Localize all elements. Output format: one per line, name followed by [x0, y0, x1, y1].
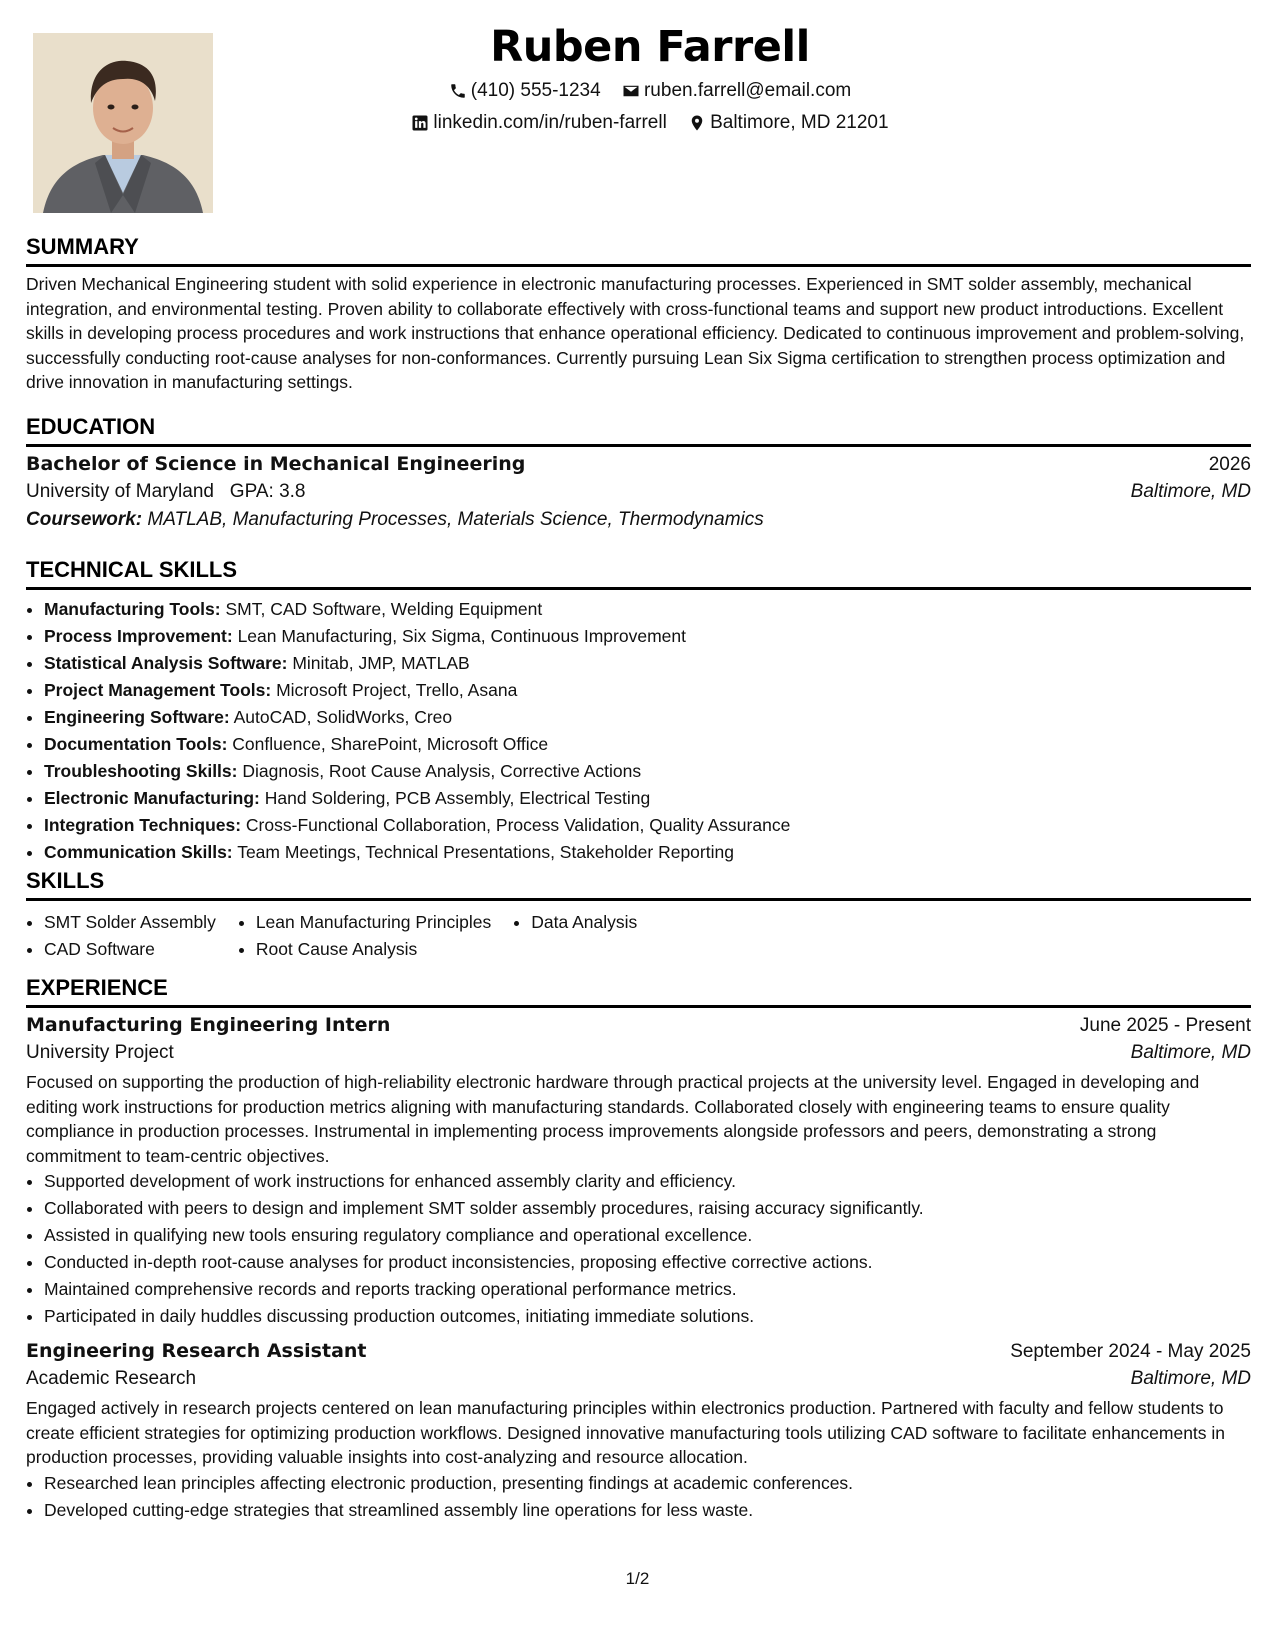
gpa: GPA: 3.8 [229, 481, 306, 502]
linkedin-contact[interactable] [411, 112, 666, 134]
skill-value: AutoCAD, SolidWorks, Creo [233, 707, 453, 727]
job-entry [26, 1340, 1251, 1524]
portrait-image [33, 33, 213, 213]
skill-value: Team Meetings, Technical Presentations, Stakeholder Reporting [237, 842, 734, 862]
job-description: Focused on supporting the production of high-reliability electronic hardware through practical projects at the university level. Engaged in developing and editing work instructions for production metrics aligning with manufacturing standards. Collaborated closely with engineering teams to ensure quality compliance in production processes. Instrumental in implementing process improvements alongside professors and peers, demonstrating a strong commitment to team-centric objectives. [26, 1072, 1200, 1166]
job-bullet: • Supported development of work instructions for enhanced assembly clarity and efficiency. [44, 1168, 1251, 1195]
email-text: ruben.farrell@email.com [643, 80, 852, 101]
technical-skills-title: TECHNICAL SKILLS [26, 556, 1251, 590]
skill-value: SMT, CAD Software, Welding Equipment [225, 599, 543, 619]
education-section [26, 413, 1251, 531]
job-bullet: • Conducted in-depth root-cause analyses for product inconsistencies, proposing effective corrective actions. [44, 1249, 1251, 1276]
skills-grid [26, 909, 1251, 963]
skill-label: Project Management Tools: [44, 680, 272, 700]
skill-label: Troubleshooting Skills: [44, 761, 238, 781]
job-dates: September 2024 - May 2025 [1010, 1341, 1251, 1362]
page-number: 1/2 [625, 1569, 650, 1588]
skill-label: Process Improvement: [44, 626, 233, 646]
skill-label: Integration Techniques: [44, 815, 242, 835]
skill-value: Lean Manufacturing, Six Sigma, Continuous Improvement [237, 626, 686, 646]
job-dates: June 2025 - Present [1079, 1015, 1251, 1036]
email-contact[interactable] [622, 80, 851, 102]
job-bullet: • Collaborated with peers to design and implement SMT solder assembly procedures, raising accuracy significantly. [44, 1195, 1251, 1222]
skill-value: Hand Soldering, PCB Assembly, Electrical Testing [264, 788, 651, 808]
skills-column-2 [238, 909, 491, 963]
skill-value: Minitab, JMP, MATLAB [292, 653, 470, 673]
technical-skill-item [44, 677, 1251, 704]
experience-title: EXPERIENCE [26, 974, 1251, 1008]
job-bullet: • Assisted in qualifying new tools ensuring regulatory compliance and operational excellence. [44, 1222, 1251, 1249]
school-info [26, 481, 305, 503]
skill-label: Engineering Software: [44, 707, 230, 727]
job-bullet: • Maintained comprehensive records and reports tracking operational performance metrics. [44, 1276, 1251, 1303]
job-org-row [26, 1042, 1251, 1064]
technical-skill-item [44, 785, 1251, 812]
profile-photo [33, 33, 213, 213]
location-contact [688, 112, 888, 134]
location-text: Baltimore, MD 21201 [710, 112, 889, 133]
job-bullet: • Participated in daily huddles discussing production outcomes, initiating immediate solutions. [44, 1303, 1251, 1330]
job-org: Academic Research [26, 1368, 197, 1389]
job-org-row [26, 1368, 1251, 1390]
technical-skill-item [44, 758, 1251, 785]
skill-item: • SMT Solder Assembly [44, 909, 216, 936]
education-title: EDUCATION [26, 413, 1251, 447]
contact-line-1 [260, 80, 1040, 106]
technical-skill-item [44, 839, 1251, 866]
skill-item: • Lean Manufacturing Principles [256, 909, 491, 936]
degree-year: 2026 [1208, 454, 1251, 475]
technical-skills-section [26, 556, 1251, 866]
linkedin-icon [411, 114, 429, 132]
coursework-text: MATLAB, Manufacturing Processes, Materials Science, Thermodynamics [147, 509, 764, 530]
skills-title: SKILLS [26, 867, 1251, 901]
coursework-line [26, 509, 1251, 531]
job-org: University Project [26, 1042, 174, 1063]
job-bullets [26, 1168, 1251, 1330]
candidate-name: Ruben Farrell [490, 22, 810, 72]
skill-value: Cross-Functional Collaboration, Process Validation, Quality Assurance [245, 815, 791, 835]
skills-column-3 [513, 909, 637, 963]
job-location: Baltimore, MD [1130, 1042, 1251, 1063]
job-header-row [26, 1014, 1251, 1037]
job-bullet: • Developed cutting-edge strategies that streamlined assembly line operations for less waste. [44, 1497, 1251, 1524]
education-school-row [26, 481, 1251, 503]
job-entry [26, 1014, 1251, 1330]
job-role: Manufacturing Engineering Intern [26, 1014, 391, 1036]
summary-section [26, 233, 1251, 395]
envelope-icon [622, 82, 640, 100]
skill-value: Confluence, SharePoint, Microsoft Office [232, 734, 549, 754]
technical-skill-item [44, 812, 1251, 839]
skill-label: Documentation Tools: [44, 734, 228, 754]
technical-skills-list [26, 596, 1251, 866]
experience-section [26, 974, 1251, 1524]
summary-title: SUMMARY [26, 233, 1251, 267]
education-degree-row [26, 453, 1251, 476]
phone-text: (410) 555-1234 [470, 80, 601, 101]
technical-skill-item [44, 623, 1251, 650]
skill-label: Manufacturing Tools: [44, 599, 221, 619]
skills-section [26, 867, 1251, 963]
skill-label: Statistical Analysis Software: [44, 653, 288, 673]
technical-skill-item [44, 650, 1251, 677]
coursework-label: Coursework: [26, 509, 143, 530]
technical-skill-item [44, 731, 1251, 758]
summary-text: Driven Mechanical Engineering student with solid experience in electronic manufacturing processes. Experienced in SMT solder assembly, mechanical integration, and environmental testing. Proven ability to collaborate effectively with cross-functional teams and support new product introductions. Excellent skills in developing process procedures and work instructions that enhance operational efficiency. Dedicated to continuous improvement and problem-solving, successfully conducting root-cause analyses for non-conformances. Currently pursuing Lean Six Sigma certification to strengthen process optimization and drive innovation in manufacturing settings. [26, 274, 1245, 392]
skill-value: Microsoft Project, Trello, Asana [276, 680, 518, 700]
job-bullets [26, 1470, 1251, 1524]
skill-item: • CAD Software [44, 936, 216, 963]
technical-skill-item [44, 704, 1251, 731]
job-header-row [26, 1340, 1251, 1363]
school-location: Baltimore, MD [1130, 481, 1251, 502]
school-name: University of Maryland [26, 481, 214, 502]
job-bullet: • Researched lean principles affecting electronic production, presenting findings at academic conferences. [44, 1470, 1251, 1497]
phone-contact[interactable] [449, 80, 601, 102]
contact-line-2 [260, 112, 1040, 138]
linkedin-text: linkedin.com/in/ruben-farrell [433, 112, 667, 133]
degree-name: Bachelor of Science in Mechanical Engineering [26, 453, 526, 475]
skill-label: Communication Skills: [44, 842, 233, 862]
phone-icon [449, 82, 467, 100]
skill-value: Diagnosis, Root Cause Analysis, Corrective Actions [242, 761, 642, 781]
job-description: Engaged actively in research projects centered on lean manufacturing principles within electronics production. Partnered with faculty and fellow students to create efficient strategies for optimizing production workflows. Designed innovative manufacturing tools utilizing CAD software to facilitate enhancements in production processes, providing valuable insights into cost-analyzing and resource allocation. [26, 1398, 1226, 1467]
skill-item: • Root Cause Analysis [256, 936, 491, 963]
map-pin-icon [688, 114, 706, 132]
skills-column-1 [26, 909, 216, 963]
skill-label: Electronic Manufacturing: [44, 788, 260, 808]
technical-skill-item [44, 596, 1251, 623]
job-role: Engineering Research Assistant [26, 1340, 367, 1362]
job-location: Baltimore, MD [1130, 1368, 1251, 1389]
skill-item: • Data Analysis [531, 909, 637, 936]
